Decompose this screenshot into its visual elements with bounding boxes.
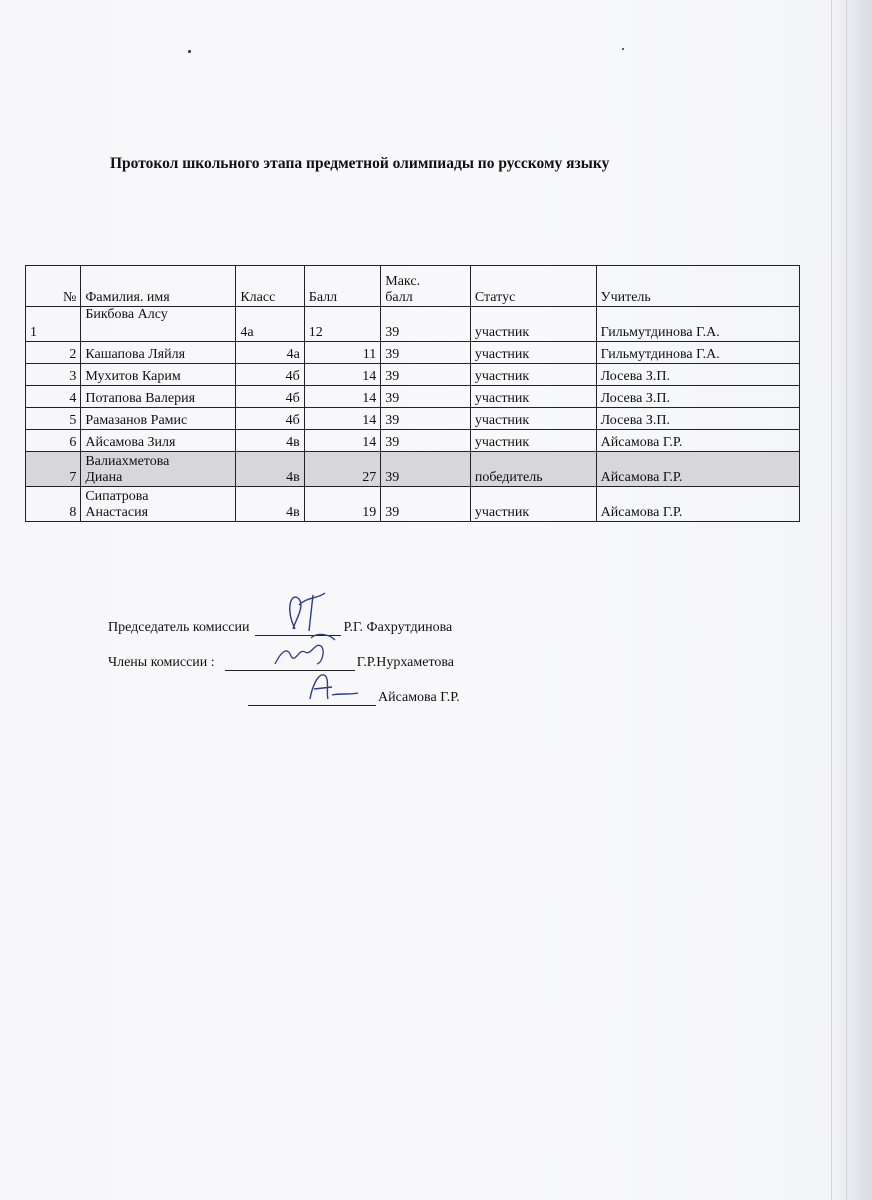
header-teacher: Учитель [596, 266, 799, 307]
header-name: Фамилия. имя [81, 266, 236, 307]
cell-teacher: Лосева З.П. [596, 386, 799, 408]
cell-class: 4в [236, 430, 304, 452]
chair-name: Р.Г. Фахрутдинова [343, 620, 453, 635]
cell-score: 11 [304, 342, 380, 364]
cell-max: 39 [381, 430, 471, 452]
table-row [26, 342, 800, 364]
cell-status: участник [470, 364, 596, 386]
header-status: Статус [470, 266, 596, 307]
member2-signature-line [246, 690, 460, 706]
cell-score: 14 [304, 364, 380, 386]
cell-score: 12 [304, 307, 380, 342]
cell-score: 27 [304, 452, 380, 487]
header-class: Класс [236, 266, 304, 307]
table-row [26, 430, 800, 452]
member1-signature [225, 656, 355, 671]
cell-class: 4б [236, 386, 304, 408]
header-score: Балл [304, 266, 380, 307]
table-header-row [26, 266, 800, 307]
cell-name-line1: Сипатрова [85, 489, 149, 504]
header-max-score [381, 266, 471, 307]
cell-name: Мухитов Карим [81, 364, 236, 386]
cell-num: 3 [26, 364, 81, 386]
cell-status: участник [470, 386, 596, 408]
cell-max: 39 [381, 386, 471, 408]
cell-name: Рамазанов Рамис [81, 408, 236, 430]
results-table [25, 265, 800, 522]
table-row [26, 487, 800, 522]
header-max-line2: балл [385, 290, 413, 305]
cell-teacher: Гильмутдинова Г.А. [596, 342, 799, 364]
cell-status: участник [470, 342, 596, 364]
cell-score: 14 [304, 386, 380, 408]
handwritten-signature-icon [248, 673, 376, 709]
cell-status: участник [470, 487, 596, 522]
cell-teacher: Гильмутдинова Г.А. [596, 307, 799, 342]
cell-name [81, 487, 236, 522]
cell-max: 39 [381, 452, 471, 487]
document-title: Протокол школьного этапа предметной олимпиады по русскому языку [110, 155, 610, 172]
cell-status: участник [470, 430, 596, 452]
cell-name: Бикбова Алсу [81, 307, 236, 342]
cell-num: 1 [26, 307, 81, 342]
cell-teacher: Лосева З.П. [596, 408, 799, 430]
cell-name [81, 452, 236, 487]
cell-class: 4в [236, 487, 304, 522]
member1-name: Г.Р.Нурхаметова [356, 655, 455, 670]
cell-teacher: Айсамова Г.Р. [596, 487, 799, 522]
cell-class: 4б [236, 408, 304, 430]
table-row [26, 307, 800, 342]
cell-status: победитель [470, 452, 596, 487]
cell-status: участник [470, 408, 596, 430]
member2-signature [248, 691, 376, 706]
member2-name: Айсамова Г.Р. [378, 690, 460, 705]
cell-num: 7 [26, 452, 81, 487]
cell-max: 39 [381, 408, 471, 430]
table-row [26, 364, 800, 386]
cell-num: 6 [26, 430, 81, 452]
cell-max: 39 [381, 487, 471, 522]
table-row [26, 386, 800, 408]
cell-score: 14 [304, 430, 380, 452]
cell-num: 4 [26, 386, 81, 408]
cell-name-line2: Анастасия [85, 505, 149, 520]
cell-status: участник [470, 307, 596, 342]
member1-signature-line [108, 655, 454, 671]
scan-speck [188, 50, 191, 53]
cell-class: 4а [236, 307, 304, 342]
scan-speck [622, 48, 624, 50]
cell-num: 2 [26, 342, 81, 364]
cell-class: 4в [236, 452, 304, 487]
table-row [26, 408, 800, 430]
page-edge-shadow [831, 0, 872, 1200]
cell-max: 39 [381, 307, 471, 342]
cell-teacher: Лосева З.П. [596, 364, 799, 386]
chair-signature [255, 621, 341, 636]
header-num: № [26, 266, 81, 307]
cell-name: Потапова Валерия [81, 386, 236, 408]
cell-score: 19 [304, 487, 380, 522]
cell-num: 5 [26, 408, 81, 430]
cell-max: 39 [381, 364, 471, 386]
handwritten-signature-icon [225, 638, 355, 674]
cell-max: 39 [381, 342, 471, 364]
cell-class: 4а [236, 342, 304, 364]
cell-score: 14 [304, 408, 380, 430]
cell-name-line2: Диана [85, 470, 123, 485]
cell-teacher: Айсамова Г.Р. [596, 452, 799, 487]
handwritten-signature-icon [255, 599, 341, 639]
header-max-line1: Макс. [385, 274, 421, 289]
cell-name-line1: Валиахметова [85, 454, 170, 469]
cell-num: 8 [26, 487, 81, 522]
chair-label: Председатель комиссии [108, 620, 250, 635]
table-row-winner [26, 452, 800, 487]
cell-name: Кашапова Ляйля [81, 342, 236, 364]
cell-class: 4б [236, 364, 304, 386]
cell-teacher: Айсамова Г.Р. [596, 430, 799, 452]
chair-signature-line [108, 620, 452, 636]
members-label: Члены комиссии : [108, 655, 215, 670]
cell-name: Айсамова Зиля [81, 430, 236, 452]
